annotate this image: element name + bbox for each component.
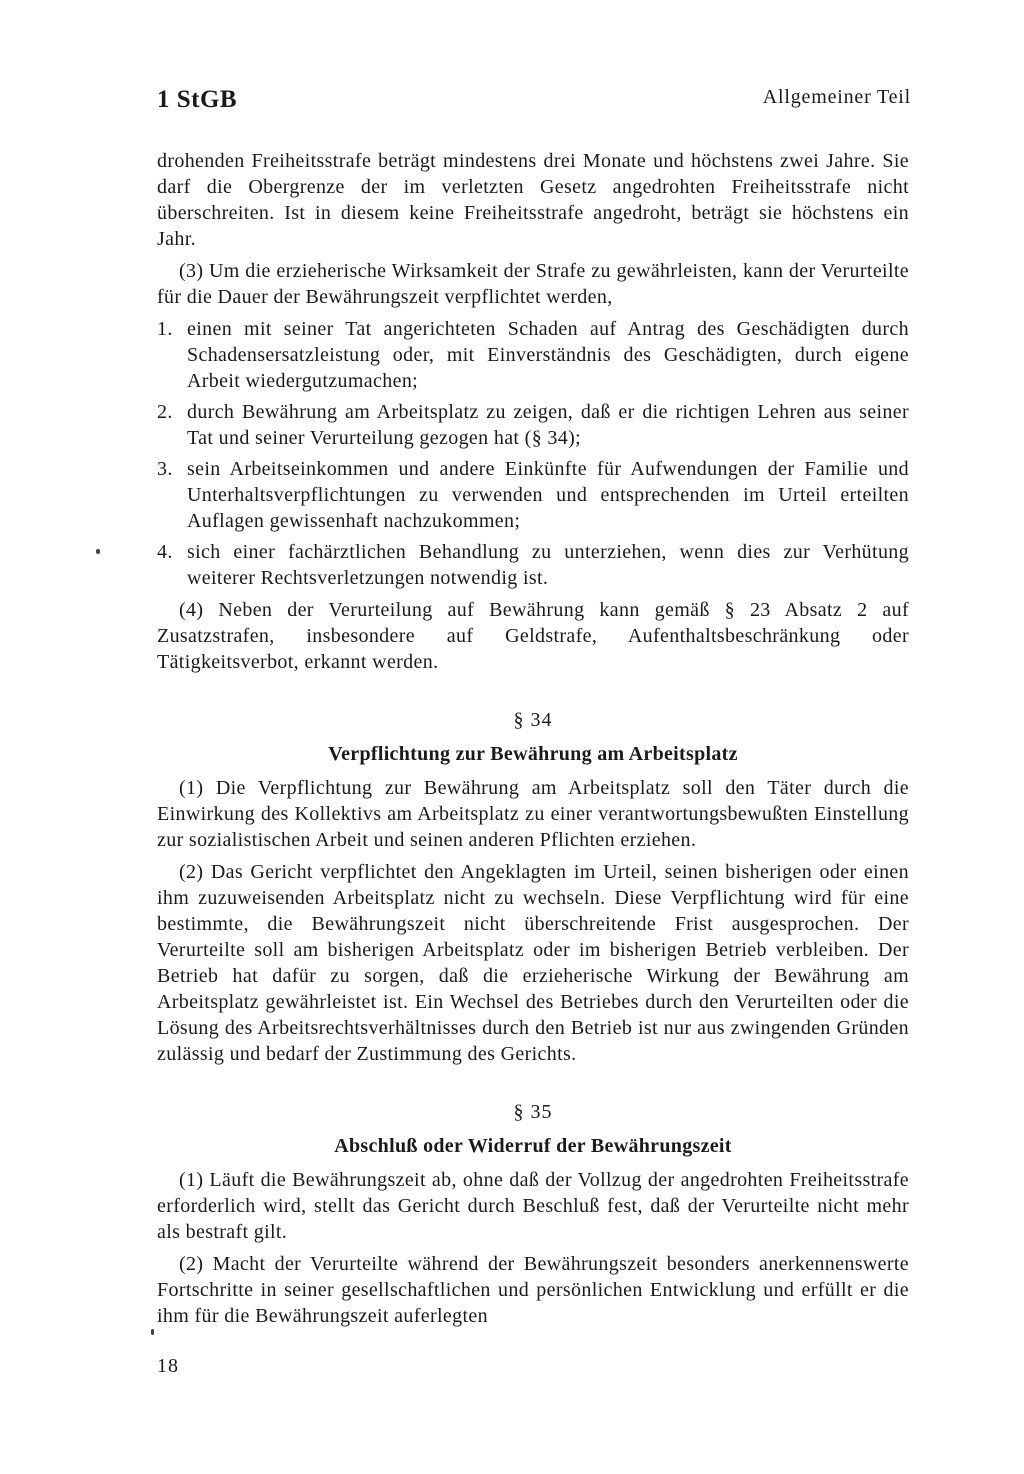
list-item-text: einen mit seiner Tat angerichteten Schaden auf Antrag des Geschädigten durch Schadensersatzleistung oder, mit Einverständnis des Geschädigten, durch eigene Arbeit wiedergutzumachen; — [187, 318, 909, 392]
list-item — [157, 399, 909, 451]
list-item-number: 2. — [157, 401, 173, 423]
paragraph: (2) Das Gericht verpflichtet den Angeklagten im Urteil, seinen bisherigen oder einen ihm zuzuweisenden Arbeitsplatz nicht zu wechseln. Diese Verpflichtung wird für eine bestimmte, die Bewährungszeit nicht überschreitende Frist ausgesprochen. Der Verurteilte soll am bisherigen Arbeitsplatz oder im bisherigen Betrieb verbleiben. Der Betrieb hat dafür zu sorgen, daß die erzieherische Wirkung der Bewährung am Arbeitsplatz gewährleistet ist. Ein Wechsel des Betriebes durch den Verurteilten oder die Lösung des Arbeitsrechtsverhältnisses durch den Betrieb ist nur aus zwingenden Gründen zulässig und bedarf der Zustimmung des Gerichts. — [157, 861, 909, 1065]
list-item — [157, 316, 909, 394]
list-item-number: 1. — [157, 318, 173, 340]
numbered-list — [157, 316, 909, 591]
list-item-number: 3. — [157, 458, 173, 480]
paragraph: (3) Um die erzieherische Wirksamkeit der Strafe zu gewährleisten, kann der Verurteilte für die Dauer der Bewährungszeit verpflichtet werden, — [157, 260, 909, 308]
section-number: § 34 — [513, 709, 553, 731]
section-number: § 35 — [513, 1101, 553, 1123]
paragraph: drohenden Freiheitsstrafe beträgt mindestens drei Monate und höchstens zwei Jahre. Sie darf die Obergrenze der im verletzten Gesetz angedrohten Freiheitsstrafe nicht überschreiten. Ist in diesem keine Freiheitsstrafe angedroht, beträgt sie höchstens ein Jahr. — [157, 150, 909, 250]
page-number: 18 — [157, 1355, 179, 1377]
running-head-law: 1 StGB — [157, 86, 238, 113]
paragraph: (2) Macht der Verurteilte während der Bewährungszeit besonders anerkennenswerte Fortschritte in seiner gesellschaftlichen und persönlichen Entwicklung und erfüllt er die ihm für die Bewährungszeit auferlegten — [157, 1253, 909, 1327]
paragraph: (1) Die Verpflichtung zur Bewährung am Arbeitsplatz soll den Täter durch die Einwirkung des Kollektivs am Arbeitsplatz zu einer verantwortungsbewußten Einstellung zur sozialistischen Arbeit und seinen anderen Pflichten erziehen. — [157, 777, 909, 851]
list-item — [157, 539, 909, 591]
section-heading: Verpflichtung zur Bewährung am Arbeitsplatz — [328, 743, 738, 765]
page-body — [157, 148, 909, 1335]
list-item-text: sein Arbeitseinkommen und andere Einkünfte für Aufwendungen der Familie und Unterhaltsverpflichtungen zu verwenden und entsprechenden im Urteil erteilten Auflagen gewissenhaft nachzukommen; — [187, 458, 909, 532]
list-item — [157, 456, 909, 534]
paragraph: (4) Neben der Verurteilung auf Bewährung kann gemäß § 23 Absatz 2 auf Zusatzstrafen, insbesondere auf Geldstrafe, Aufenthaltsbeschränkung oder Tätigkeitsverbot, erkannt werden. — [157, 599, 909, 673]
list-item-text: sich einer fachärztlichen Behandlung zu unterziehen, wenn dies zur Verhütung weiterer Rechtsverletzungen notwendig ist. — [187, 541, 909, 589]
scan-speck — [151, 1329, 154, 1335]
scan-speck — [96, 549, 100, 554]
running-head-section: Allgemeiner Teil — [762, 86, 911, 108]
list-item-number: 4. — [157, 541, 173, 563]
section-heading: Abschluß oder Widerruf der Bewährungszeit — [334, 1135, 732, 1157]
paragraph: (1) Läuft die Bewährungszeit ab, ohne daß der Vollzug der angedrohten Freiheitsstrafe erforderlich wird, stellt das Gericht durch Beschluß fest, daß der Verurteilte nicht mehr als bestraft gilt. — [157, 1169, 909, 1243]
list-item-text: durch Bewährung am Arbeitsplatz zu zeigen, daß er die richtigen Lehren aus seiner Tat und seiner Verurteilung gezogen hat (§ 34); — [187, 401, 909, 449]
